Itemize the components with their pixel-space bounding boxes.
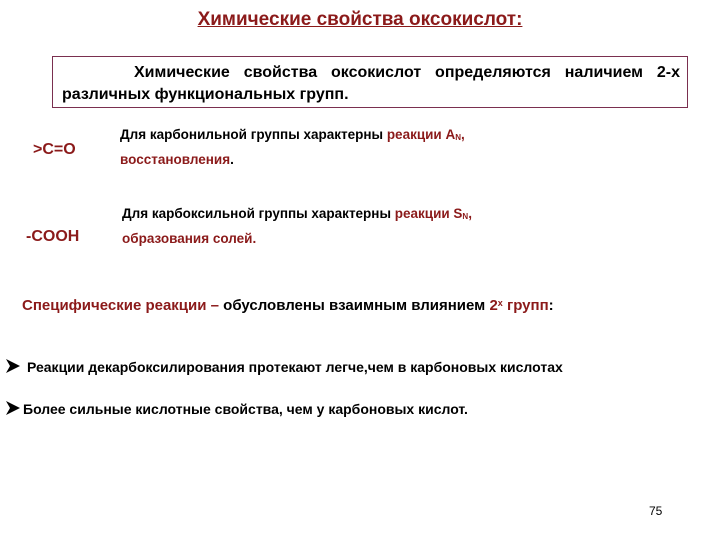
specific-text: обусловлены взаимным влиянием [223,297,490,314]
specific-colon: : [548,297,554,314]
carboxyl-reaction [395,206,472,221]
page-number: 75 [649,504,663,518]
bullet-item-acidity [5,400,468,417]
carbonyl-reduction: восстановления [120,152,231,167]
carboxyl-formula: -COOH [26,228,80,245]
carboxyl-text: Для карбоксильной группы характерны [122,206,395,221]
carbonyl-description [120,124,640,171]
carboxyl-description [122,203,642,250]
specific-reactions [22,297,554,314]
carbonyl-line-2 [120,149,640,171]
bullet-text: Более сильные кислотные свойства, чем у карбоновых кислот. [23,401,468,417]
carbonyl-text: Для карбонильной группы характерны [120,127,387,142]
carbonyl-reaction [387,127,465,142]
intro-text: Химические свойства оксокислот определяются наличием 2-х различных функциональных групп. [62,64,680,103]
carboxyl-salts: образования солей. [122,231,257,246]
specific-label: Специфические реакции [22,297,207,314]
bullet-item-decarboxylation [5,358,563,375]
groups-word: групп [502,297,549,314]
carboxyl-separator: , [468,206,472,221]
carbonyl-reaction-subscript: N [455,133,462,142]
specific-groups [489,297,548,314]
carboxyl-reaction-name: реакции S [394,206,463,221]
carbonyl-line-1 [120,124,640,149]
groups-superscript: х [497,298,503,308]
carboxyl-reaction-subscript: N [462,212,469,221]
carbonyl-reaction-name: реакции A [386,127,456,142]
specific-dash: – [206,297,224,314]
arrow-bullet-icon [5,400,21,416]
groups-count: 2 [489,297,498,314]
carbonyl-end: . [230,152,234,167]
arrow-bullet-icon [5,358,21,374]
page-title: Химические свойства оксокислот: [197,9,523,30]
bullet-text: Реакции декарбоксилирования протекают легче,чем в карбоновых кислотах [27,359,563,375]
carboxyl-line-1 [122,203,642,228]
carbonyl-formula: >C=O [33,141,76,158]
carbonyl-separator: , [461,127,465,142]
